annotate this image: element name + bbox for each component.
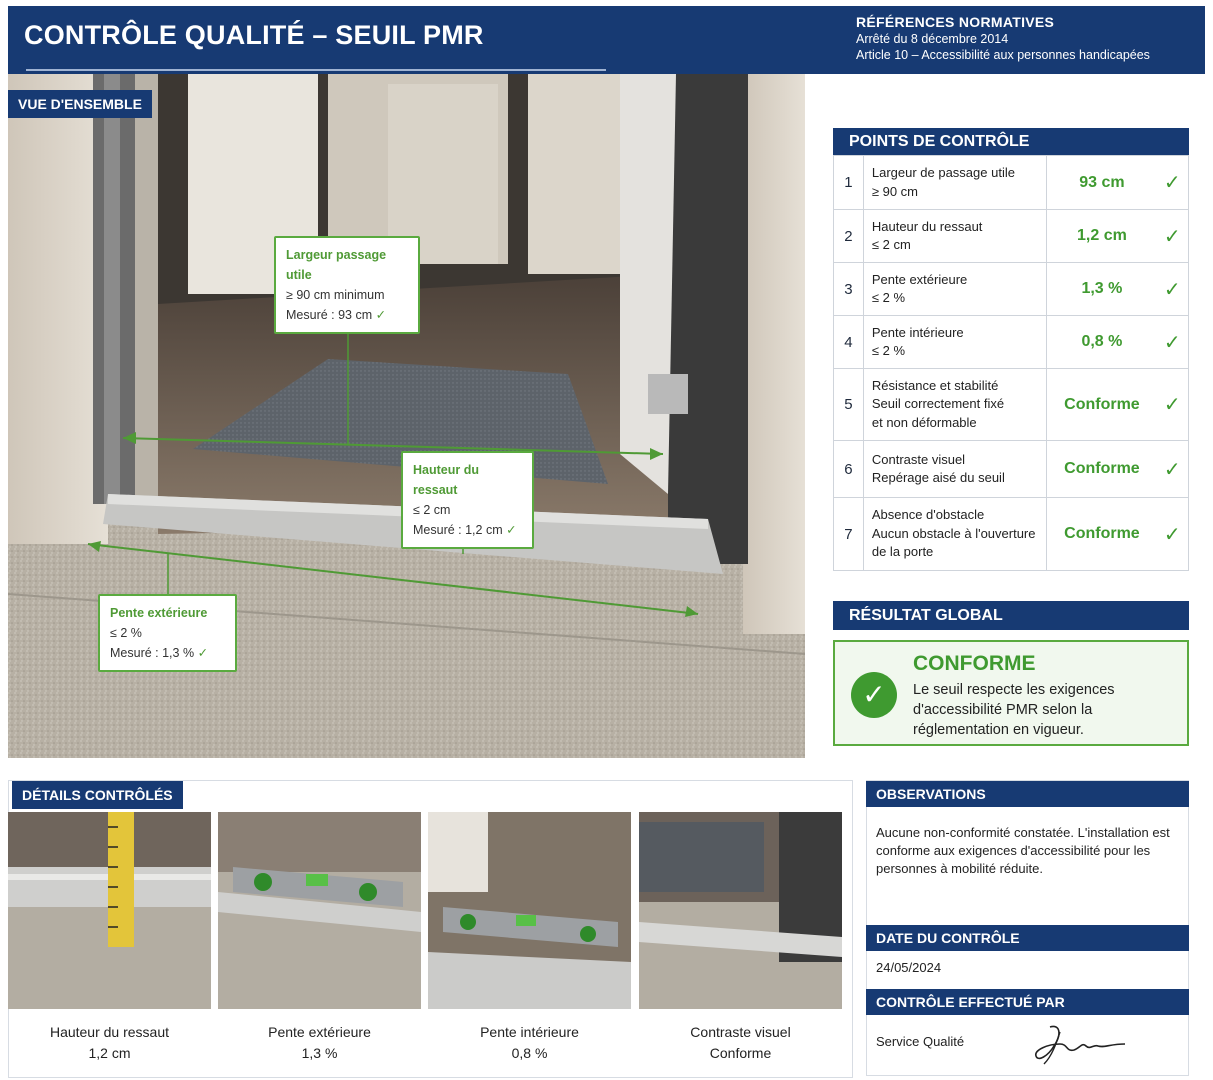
check-icon: ✓ xyxy=(1157,263,1189,316)
thumb-exterior-slope xyxy=(218,812,421,1009)
row-label: Contraste visuel Repérage aisé du seuil xyxy=(863,441,1046,498)
thumb-visual-contrast xyxy=(639,812,842,1009)
observations-text: Aucune non-conformité constatée. L'installation est conforme aux exigences d'accessibilité pour les personnes à mobilité réduite. xyxy=(876,825,1170,876)
header-underline xyxy=(26,69,606,71)
header-banner xyxy=(8,6,1205,74)
detail-label: Hauteur du ressaut xyxy=(49,1024,170,1040)
callout-slope-title: Pente extérieure xyxy=(110,606,208,620)
check-icon: ✓ xyxy=(1157,369,1189,441)
table-row xyxy=(834,316,1189,369)
detail-caption xyxy=(639,1022,842,1064)
check-icon: ✓ xyxy=(197,646,209,660)
row-value: 1,3 % xyxy=(1047,263,1157,316)
details-tag: DÉTAILS CONTRÔLÉS xyxy=(12,781,183,809)
row-value: Conforme xyxy=(1047,369,1157,441)
callout-width-measured: Mesuré : 93 cm xyxy=(286,308,373,322)
row-number: 3 xyxy=(834,263,864,316)
detail-caption xyxy=(428,1022,631,1064)
refs-title: RÉFÉRENCES NORMATIVES xyxy=(856,14,1055,30)
inspector-title: CONTRÔLE EFFECTUÉ PAR xyxy=(866,989,1189,1015)
callout-slope xyxy=(98,594,237,672)
detail-value: 1,2 cm xyxy=(88,1045,131,1061)
page-title: CONTRÔLE QUALITÉ – SEUIL PMR xyxy=(24,20,484,50)
callout-slope-norm: ≤ 2 % xyxy=(110,626,142,640)
detail-label: Pente intérieure xyxy=(480,1024,579,1040)
result-title: RÉSULTAT GLOBAL xyxy=(833,601,1189,630)
control-date-value: 24/05/2024 xyxy=(876,960,942,975)
check-circle-icon: ✓ xyxy=(851,672,897,718)
detail-label: Contraste visuel xyxy=(690,1024,791,1040)
detail-value: 0,8 % xyxy=(511,1045,548,1061)
callout-step-title: Hauteur du ressaut xyxy=(413,463,479,497)
table-row xyxy=(834,210,1189,263)
result-description: Le seuil respecte les exigences d'accessibilité PMR selon la réglementation en vigueur. xyxy=(913,682,1115,738)
overview-tag: VUE D'ENSEMBLE xyxy=(8,90,152,118)
table-row xyxy=(834,441,1189,498)
checkpoints-table xyxy=(833,155,1189,571)
row-number: 2 xyxy=(834,210,864,263)
table-row xyxy=(834,156,1189,210)
observations-title: OBSERVATIONS xyxy=(866,781,1189,807)
detail-label: Pente extérieure xyxy=(268,1024,371,1040)
row-number: 5 xyxy=(834,369,864,441)
callout-width xyxy=(274,236,420,334)
row-label: Hauteur du ressaut ≤ 2 cm xyxy=(863,210,1046,263)
row-value: Conforme xyxy=(1047,441,1157,498)
row-value: 1,2 cm xyxy=(1047,210,1157,263)
normative-references xyxy=(856,14,1150,62)
check-icon: ✓ xyxy=(375,308,387,322)
detail-value: Conforme xyxy=(709,1045,772,1061)
row-value: 93 cm xyxy=(1047,156,1157,210)
check-icon: ✓ xyxy=(1157,498,1189,571)
result-box xyxy=(833,640,1189,746)
callout-width-title: Largeur passage utile xyxy=(286,248,387,282)
row-value: Conforme xyxy=(1047,498,1157,571)
check-icon: ✓ xyxy=(506,523,517,537)
row-number: 1 xyxy=(834,156,864,210)
refs-line-1: Arrêté du 8 décembre 2014 xyxy=(856,32,1009,46)
detail-value: 1,3 % xyxy=(301,1045,338,1061)
detail-caption xyxy=(8,1022,211,1064)
row-number: 4 xyxy=(834,316,864,369)
table-row xyxy=(834,369,1189,441)
table-row xyxy=(834,498,1189,571)
callout-step-norm: ≤ 2 cm xyxy=(413,503,451,517)
overview-photo xyxy=(8,74,805,758)
callout-step xyxy=(401,451,534,549)
detail-caption xyxy=(218,1022,421,1064)
row-label: Largeur de passage utile ≥ 90 cm xyxy=(863,156,1046,210)
callout-width-norm: ≥ 90 cm minimum xyxy=(286,288,385,302)
row-value: 0,8 % xyxy=(1047,316,1157,369)
thumb-step-height xyxy=(8,812,211,1009)
refs-line-2: Article 10 – Accessibilité aux personnes handicapées xyxy=(856,48,1150,62)
row-number: 6 xyxy=(834,441,864,498)
check-icon: ✓ xyxy=(1157,316,1189,369)
callout-step-measured: Mesuré : 1,2 cm xyxy=(413,523,503,537)
check-icon: ✓ xyxy=(1157,156,1189,210)
row-label: Résistance et stabilité Seuil correctement fixé et non déformable xyxy=(863,369,1046,441)
table-row xyxy=(834,263,1189,316)
inspector-name: Service Qualité xyxy=(876,1034,965,1049)
control-date-title: DATE DU CONTRÔLE xyxy=(866,925,1189,951)
result-status: CONFORME xyxy=(913,652,1036,675)
row-label: Pente extérieure ≤ 2 % xyxy=(863,263,1046,316)
thumb-interior-slope xyxy=(428,812,631,1009)
check-icon: ✓ xyxy=(1157,441,1189,498)
signature-icon xyxy=(1030,1022,1130,1067)
row-label: Pente intérieure ≤ 2 % xyxy=(863,316,1046,369)
row-label: Absence d'obstacle Aucun obstacle à l'ouverture de la porte xyxy=(863,498,1046,571)
check-icon: ✓ xyxy=(1157,210,1189,263)
row-number: 7 xyxy=(834,498,864,571)
callout-slope-measured: Mesuré : 1,3 % xyxy=(110,646,195,660)
checkpoints-title: POINTS DE CONTRÔLE xyxy=(833,128,1189,156)
